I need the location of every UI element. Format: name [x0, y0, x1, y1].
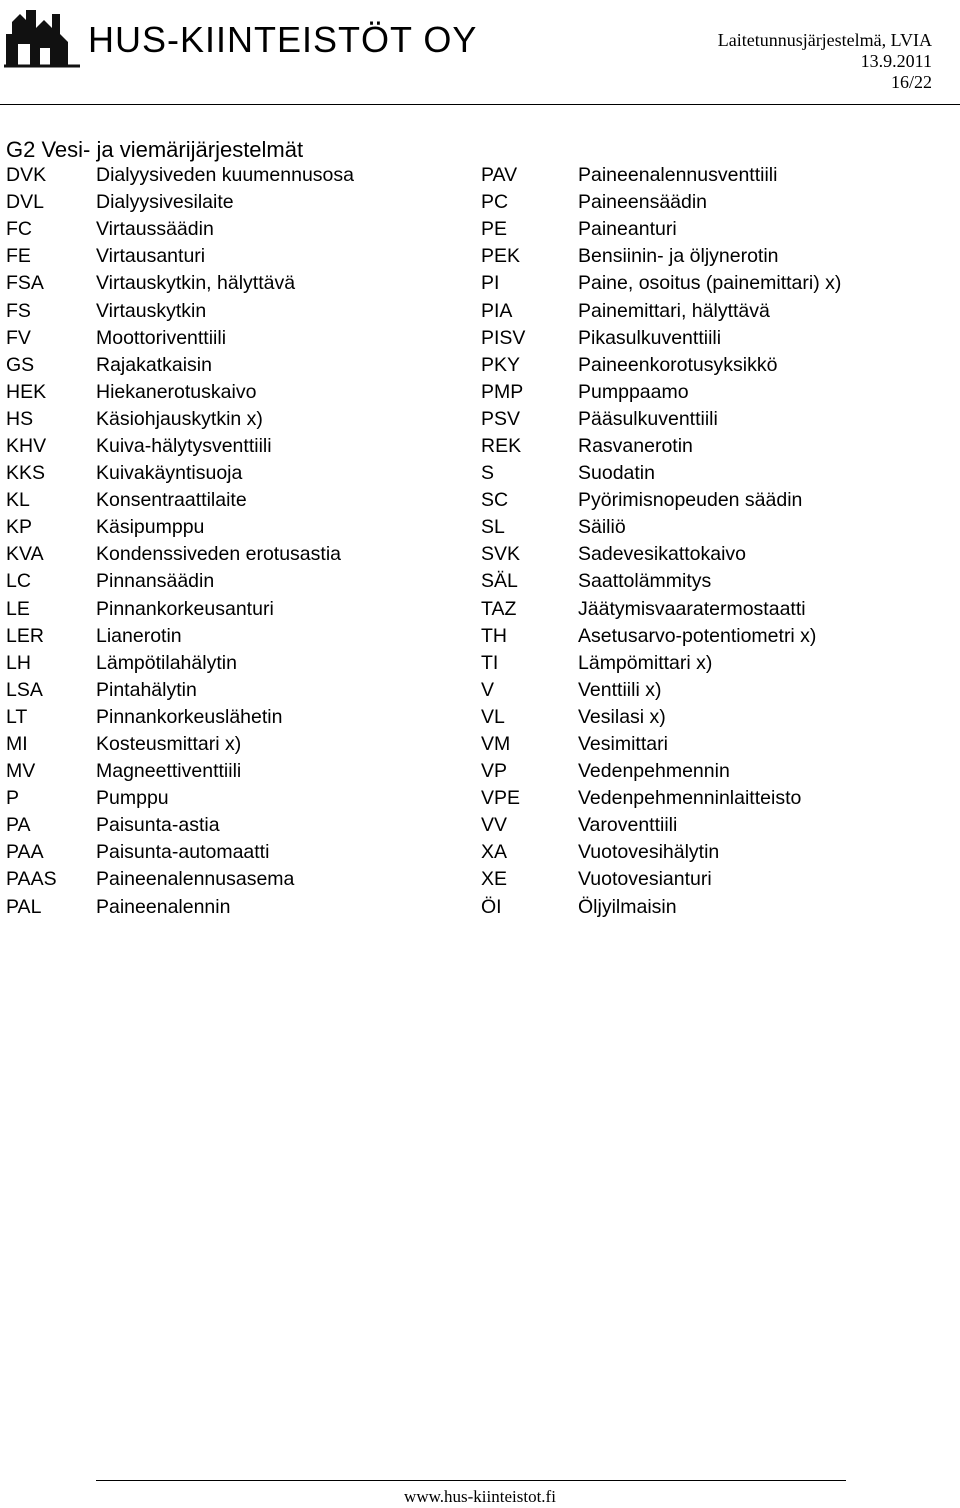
code-abbreviation: PE — [481, 218, 508, 241]
left-code-list — [6, 162, 354, 921]
code-abbreviation: SVK — [481, 543, 521, 566]
code-row — [6, 433, 354, 460]
code-abbreviation: KP — [6, 516, 33, 539]
code-description: Paineanturi — [578, 218, 677, 241]
code-row — [6, 704, 354, 731]
code-abbreviation: PA — [6, 814, 31, 837]
code-description: Pinnankorkeusanturi — [96, 597, 274, 620]
code-row — [6, 243, 354, 270]
code-abbreviation: FE — [6, 245, 31, 268]
code-description: Paineenalennusventtiili — [578, 164, 778, 187]
code-abbreviation: LC — [6, 570, 31, 593]
code-abbreviation: PKY — [481, 353, 521, 376]
code-abbreviation: LER — [6, 624, 44, 647]
code-row — [6, 731, 354, 758]
code-description: Pumppaamo — [578, 380, 689, 403]
code-abbreviation: KVA — [6, 543, 44, 566]
code-row — [6, 758, 354, 785]
code-row — [481, 297, 841, 324]
code-abbreviation: HEK — [6, 380, 47, 403]
code-description: Dialyysiveden kuumennusosa — [96, 164, 354, 187]
code-row — [481, 460, 841, 487]
code-abbreviation: KL — [6, 489, 30, 512]
code-abbreviation: LE — [6, 597, 30, 620]
code-row — [481, 379, 841, 406]
code-description: Paineenalennusasema — [96, 868, 295, 891]
code-row — [481, 731, 841, 758]
code-description: Vedenpehmenninlaitteisto — [578, 787, 802, 810]
code-row — [481, 487, 841, 514]
code-row — [481, 216, 841, 243]
code-abbreviation: FSA — [6, 272, 44, 295]
code-description: Saattolämmitys — [578, 570, 712, 593]
code-abbreviation: REK — [481, 434, 522, 457]
code-description: Lämpömittari x) — [578, 651, 713, 674]
code-abbreviation: XE — [481, 868, 508, 891]
code-description: Bensiinin- ja öljynerotin — [578, 245, 779, 268]
code-description: Rajakatkaisin — [96, 353, 212, 376]
code-abbreviation: HS — [6, 407, 34, 430]
code-abbreviation: VV — [481, 814, 508, 837]
code-row — [481, 596, 841, 623]
code-description: Virtaussäädin — [96, 218, 214, 241]
code-row — [6, 568, 354, 595]
code-abbreviation: PISV — [481, 326, 526, 349]
code-row — [481, 189, 841, 216]
code-description: Venttiili x) — [578, 678, 662, 701]
code-abbreviation: PAAS — [6, 868, 57, 891]
logo-wordmark: HUS-KIINTEISTÖT OY — [88, 19, 478, 60]
code-abbreviation: VPE — [481, 787, 521, 810]
code-abbreviation: LSA — [6, 678, 43, 701]
code-description: Paineenkorotusyksikkö — [578, 353, 778, 376]
code-description: Pyörimisnopeuden säädin — [578, 489, 803, 512]
code-abbreviation: PAA — [6, 841, 44, 864]
code-description: Säiliö — [578, 516, 626, 539]
code-abbreviation: VP — [481, 760, 508, 783]
code-abbreviation: DVL — [6, 191, 44, 214]
code-description: Paineensäädin — [578, 191, 708, 214]
code-abbreviation: PAV — [481, 164, 518, 187]
code-row — [6, 596, 354, 623]
code-row — [6, 379, 354, 406]
code-description: Painemittari, hälyttävä — [578, 299, 770, 322]
footer-url: www.hus-kiinteistot.fi — [404, 1487, 556, 1506]
code-row — [481, 325, 841, 352]
code-abbreviation: SL — [481, 516, 505, 539]
code-description: Kosteusmittari x) — [96, 733, 242, 756]
code-description: Pintahälytin — [96, 678, 197, 701]
code-abbreviation: FS — [6, 299, 31, 322]
code-row — [6, 189, 354, 216]
code-row — [6, 623, 354, 650]
code-abbreviation: SÄL — [481, 570, 518, 593]
code-description: Vuotovesihälytin — [578, 841, 720, 864]
code-abbreviation: DVK — [6, 164, 47, 187]
header-divider — [0, 104, 960, 105]
code-abbreviation: PC — [481, 191, 509, 214]
code-row — [481, 758, 841, 785]
code-abbreviation: VM — [481, 733, 511, 756]
code-abbreviation: FV — [6, 326, 31, 349]
code-description: Konsentraattilaite — [96, 489, 247, 512]
code-row — [481, 650, 841, 677]
code-description: Paineenalennin — [96, 895, 231, 918]
code-abbreviation: V — [481, 678, 495, 701]
code-description: Lämpötilahälytin — [96, 651, 237, 674]
code-description: Pumppu — [96, 787, 169, 810]
code-row — [6, 162, 354, 189]
code-row — [6, 785, 354, 812]
code-description: Pinnansäädin — [96, 570, 215, 593]
code-abbreviation: PI — [481, 272, 500, 295]
code-description: Käsipumppu — [96, 516, 205, 539]
code-abbreviation: XA — [481, 841, 508, 864]
section-title: G2 Vesi- ja viemärijärjestelmät — [6, 137, 304, 162]
document-title: Laitetunnusjärjestelmä, LVIA — [717, 30, 932, 50]
code-abbreviation: LT — [6, 705, 28, 728]
header-info — [718, 30, 932, 93]
code-description: Moottoriventtiili — [96, 326, 227, 349]
code-abbreviation: MI — [6, 733, 28, 756]
code-abbreviation: KHV — [6, 434, 47, 457]
code-abbreviation: TH — [481, 624, 507, 647]
code-description: Paisunta-astia — [96, 814, 220, 837]
code-description: Lianerotin — [96, 624, 182, 647]
code-abbreviation: PEK — [481, 245, 521, 268]
company-logo — [2, 2, 82, 72]
code-row — [6, 487, 354, 514]
code-row — [6, 514, 354, 541]
code-abbreviation: GS — [6, 353, 35, 376]
code-row — [6, 352, 354, 379]
page-number: 16/22 — [890, 72, 932, 92]
code-description: Varoventtiili — [578, 814, 678, 837]
code-description: Kuiva-hälytysventtiili — [96, 434, 272, 457]
code-description: Vesilasi x) — [578, 705, 666, 728]
code-row — [481, 541, 841, 568]
code-row — [6, 894, 354, 921]
document-date: 13.9.2011 — [860, 51, 932, 71]
code-row — [481, 162, 841, 189]
code-description: Dialyysivesilaite — [96, 191, 234, 214]
code-row — [481, 704, 841, 731]
code-row — [6, 270, 354, 297]
code-abbreviation: PAL — [6, 895, 42, 918]
code-abbreviation: P — [6, 787, 20, 810]
right-code-list — [481, 162, 841, 921]
code-row — [6, 406, 354, 433]
code-description: Sadevesikattokaivo — [578, 543, 747, 566]
code-description: Vuotovesianturi — [578, 868, 712, 891]
code-description: Magneettiventtiili — [96, 760, 242, 783]
code-abbreviation: S — [481, 462, 495, 485]
code-row — [481, 785, 841, 812]
code-row — [6, 325, 354, 352]
code-abbreviation: TI — [481, 651, 499, 674]
code-row — [6, 677, 354, 704]
code-row — [481, 623, 841, 650]
code-row — [6, 297, 354, 324]
code-abbreviation: ÖI — [481, 895, 502, 918]
code-abbreviation: MV — [6, 760, 36, 783]
code-abbreviation: KKS — [6, 462, 46, 485]
code-description: Jäätymisvaaratermostaatti — [578, 597, 806, 620]
code-row — [481, 568, 841, 595]
code-abbreviation: PMP — [481, 380, 524, 403]
code-description: Vedenpehmennin — [578, 760, 730, 783]
code-row — [6, 812, 354, 839]
code-description: Paine, osoitus (painemittari) x) — [578, 272, 842, 295]
code-row — [481, 677, 841, 704]
code-row — [481, 894, 841, 921]
code-row — [481, 812, 841, 839]
code-description: Käsiohjauskytkin x) — [96, 407, 263, 430]
code-description: Vesimittari — [578, 733, 668, 756]
code-row — [6, 650, 354, 677]
code-abbreviation: PIA — [481, 299, 513, 322]
code-abbreviation: LH — [6, 651, 31, 674]
code-row — [6, 216, 354, 243]
code-description: Öljyilmaisin — [578, 895, 677, 918]
code-description: Paisunta-automaatti — [96, 841, 270, 864]
code-description: Asetusarvo-potentiometri x) — [578, 624, 817, 647]
code-description: Hiekanerotuskaivo — [96, 380, 257, 403]
code-row — [481, 433, 841, 460]
hus-logo-mark-icon — [2, 4, 82, 70]
code-row — [6, 839, 354, 866]
code-row — [481, 352, 841, 379]
code-description: Virtauskytkin, hälyttävä — [96, 272, 296, 295]
code-description: Virtauskytkin — [96, 299, 207, 322]
code-abbreviation: TAZ — [481, 597, 517, 620]
code-row — [481, 866, 841, 893]
code-abbreviation: VL — [481, 705, 505, 728]
code-description: Kondenssiveden erotusastia — [96, 543, 341, 566]
code-row — [6, 460, 354, 487]
code-row — [6, 541, 354, 568]
code-abbreviation: FC — [6, 218, 32, 241]
code-abbreviation: SC — [481, 489, 509, 512]
code-row — [481, 839, 841, 866]
code-row — [481, 514, 841, 541]
code-row — [481, 243, 841, 270]
code-row — [481, 270, 841, 297]
code-description: Pinnankorkeuslähetin — [96, 705, 283, 728]
code-row — [6, 866, 354, 893]
footer-divider — [96, 1480, 846, 1481]
code-description: Pääsulkuventtiili — [578, 407, 718, 430]
code-description: Virtausanturi — [96, 245, 206, 268]
code-description: Suodatin — [578, 462, 655, 485]
code-abbreviation: PSV — [481, 407, 521, 430]
code-description: Pikasulkuventtiili — [578, 326, 722, 349]
code-row — [481, 406, 841, 433]
code-description: Rasvanerotin — [578, 434, 693, 457]
code-description: Kuivakäyntisuoja — [96, 462, 243, 485]
